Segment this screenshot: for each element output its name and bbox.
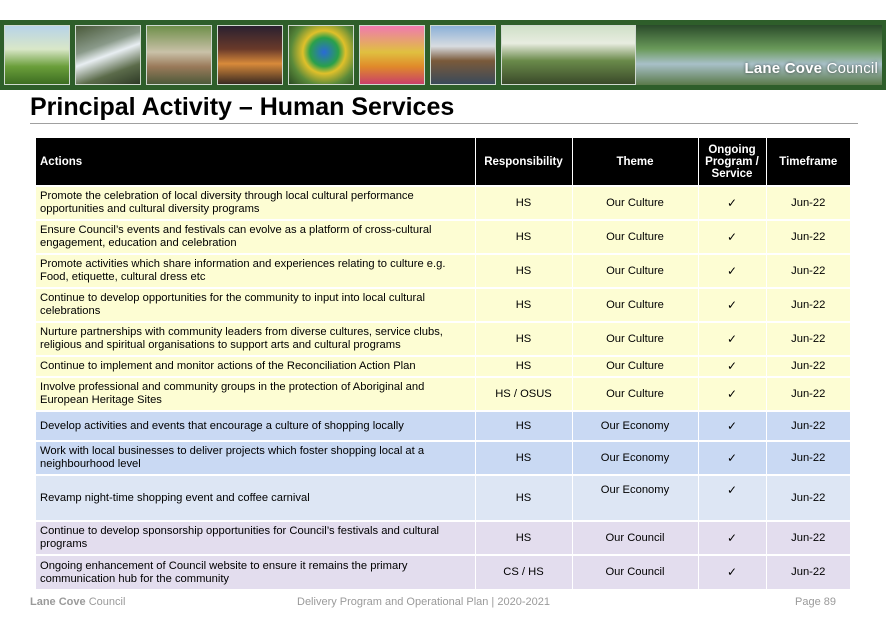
banner-photo-park	[4, 25, 70, 85]
cell-action: Continue to implement and monitor actions of the Reconciliation Action Plan	[36, 356, 475, 377]
banner-photo-dancers	[146, 25, 212, 85]
page-title: Principal Activity – Human Services	[30, 93, 455, 121]
table-row	[36, 441, 850, 475]
cell-timeframe: Jun-22	[766, 521, 850, 555]
cell-ongoing-check: ✓	[698, 441, 766, 475]
cell-ongoing-check: ✓	[698, 555, 766, 589]
table-row	[36, 322, 850, 356]
column-header-actions: Actions	[36, 138, 475, 186]
banner-photo-cafe	[501, 25, 636, 85]
footer-name-bold: Lane Cove	[30, 596, 86, 608]
cell-ongoing-check: ✓	[698, 475, 766, 521]
cell-responsibility: HS / OSUS	[475, 377, 572, 411]
table-header-row	[36, 138, 850, 186]
cell-theme: Our Economy	[572, 411, 698, 441]
footer-council-name	[30, 596, 125, 608]
title-divider	[30, 123, 858, 124]
cell-timeframe: Jun-22	[766, 411, 850, 441]
cell-ongoing-check: ✓	[698, 521, 766, 555]
column-header-theme: Theme	[572, 138, 698, 186]
cell-timeframe: Jun-22	[766, 475, 850, 521]
cell-action: Develop activities and events that encourage a culture of shopping locally	[36, 411, 475, 441]
cell-ongoing-check: ✓	[698, 322, 766, 356]
cell-theme: Our Culture	[572, 322, 698, 356]
column-header-ongoing: Ongoing Program / Service	[698, 138, 766, 186]
cell-action: Continue to develop sponsorship opportunities for Council’s festivals and cultural programs	[36, 521, 475, 555]
banner-photo-waterfall	[75, 25, 141, 85]
logo-text-light: Council	[826, 60, 878, 77]
cell-theme: Our Culture	[572, 288, 698, 322]
cell-theme: Our Economy	[572, 475, 698, 521]
cell-ongoing-check: ✓	[698, 411, 766, 441]
cell-responsibility: HS	[475, 441, 572, 475]
cell-timeframe: Jun-22	[766, 186, 850, 220]
cell-ongoing-check: ✓	[698, 288, 766, 322]
banner-photo-lorikeet	[288, 25, 354, 85]
cell-theme: Our Council	[572, 521, 698, 555]
cell-ongoing-check: ✓	[698, 377, 766, 411]
cell-theme: Our Culture	[572, 186, 698, 220]
banner-photo-night-market	[217, 25, 283, 85]
table-row	[36, 521, 850, 555]
cell-action: Ensure Council’s events and festivals can evolve as a platform of cross-cultural engagement, education and celebration	[36, 220, 475, 254]
table-row	[36, 220, 850, 254]
cell-timeframe: Jun-22	[766, 441, 850, 475]
logo-text-bold: Lane Cove	[744, 60, 823, 77]
table-row	[36, 377, 850, 411]
cell-ongoing-check: ✓	[698, 186, 766, 220]
cell-responsibility: HS	[475, 254, 572, 288]
table-row	[36, 254, 850, 288]
cell-theme: Our Council	[572, 555, 698, 589]
table-row	[36, 411, 850, 441]
cell-theme: Our Culture	[572, 254, 698, 288]
cell-theme: Our Culture	[572, 377, 698, 411]
cell-responsibility: HS	[475, 356, 572, 377]
cell-responsibility: HS	[475, 322, 572, 356]
column-header-responsibility: Responsibility	[475, 138, 572, 186]
cell-timeframe: Jun-22	[766, 220, 850, 254]
cell-action: Revamp night-time shopping event and coffee carnival	[36, 475, 475, 521]
cell-ongoing-check: ✓	[698, 356, 766, 377]
cell-ongoing-check: ✓	[698, 254, 766, 288]
table-row	[36, 288, 850, 322]
table-row	[36, 186, 850, 220]
cell-action: Continue to develop opportunities for the community to input into local cultural celebrations	[36, 288, 475, 322]
cell-responsibility: HS	[475, 220, 572, 254]
table-row	[36, 555, 850, 589]
cell-theme: Our Economy	[572, 441, 698, 475]
cell-responsibility: HS	[475, 521, 572, 555]
cell-ongoing-check: ✓	[698, 220, 766, 254]
cell-responsibility: HS	[475, 411, 572, 441]
banner-photo-building	[430, 25, 496, 85]
cell-responsibility: HS	[475, 475, 572, 521]
cell-timeframe: Jun-22	[766, 377, 850, 411]
cell-action: Nurture partnerships with community leaders from diverse cultures, service clubs, religious and spiritual organisations to support arts and cultural programs	[36, 322, 475, 356]
actions-table	[36, 138, 850, 589]
cell-timeframe: Jun-22	[766, 356, 850, 377]
header-banner	[0, 20, 886, 90]
cell-timeframe: Jun-22	[766, 322, 850, 356]
cell-action: Work with local businesses to deliver projects which foster shopping local at a neighbourhood level	[36, 441, 475, 475]
cell-responsibility: CS / HS	[475, 555, 572, 589]
cell-action: Promote activities which share information and experiences relating to culture e.g. Food, etiquette, cultural dress etc	[36, 254, 475, 288]
cell-responsibility: HS	[475, 186, 572, 220]
table-row	[36, 475, 850, 521]
column-header-timeframe: Timeframe	[766, 138, 850, 186]
cell-theme: Our Culture	[572, 220, 698, 254]
cell-responsibility: HS	[475, 288, 572, 322]
footer-name-light: Council	[88, 596, 126, 608]
cell-theme: Our Culture	[572, 356, 698, 377]
table-row	[36, 356, 850, 377]
footer-document-title: Delivery Program and Operational Plan | 2020-2021	[297, 596, 550, 608]
cell-action: Involve professional and community groups in the protection of Aboriginal and European Heritage Sites	[36, 377, 475, 411]
cell-timeframe: Jun-22	[766, 288, 850, 322]
cell-timeframe: Jun-22	[766, 254, 850, 288]
cell-action: Ongoing enhancement of Council website to ensure it remains the primary communication hub for the community	[36, 555, 475, 589]
cell-timeframe: Jun-22	[766, 555, 850, 589]
cell-action: Promote the celebration of local diversity through local cultural performance opportunities and cultural diversity programs	[36, 186, 475, 220]
footer-page-number: Page 89	[795, 596, 836, 608]
council-logo	[745, 60, 878, 77]
banner-photo-performer	[359, 25, 425, 85]
